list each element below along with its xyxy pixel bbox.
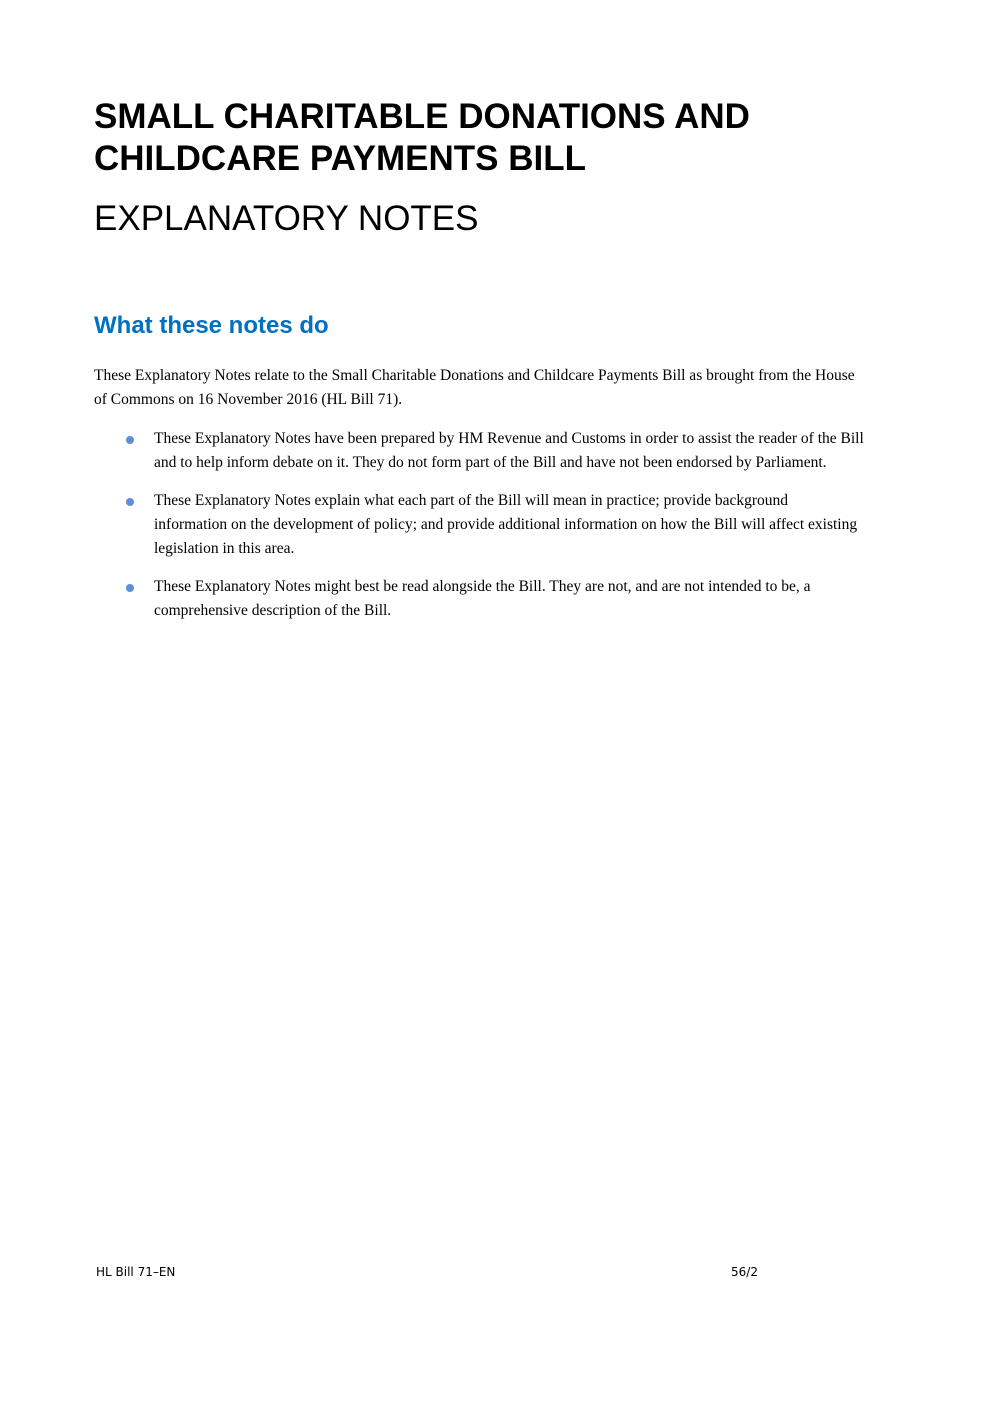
- bullet-icon: [126, 436, 134, 444]
- section-heading: What these notes do: [94, 312, 329, 339]
- document-title: SMALL CHARITABLE DONATIONS AND CHILDCARE PAYMENTS BILL: [94, 97, 750, 178]
- footer-page-code: 56/2: [731, 1265, 758, 1279]
- bullet-text: These Explanatory Notes have been prepared by HM Revenue and Customs in order to assist the reader of the Bill and to help inform debate on it. They do not form part of the Bill and have not been endorsed by Parliament.: [154, 430, 864, 471]
- bullet-icon: [126, 498, 134, 506]
- list-item: [94, 575, 864, 623]
- bullet-list: [94, 427, 874, 637]
- bullet-text: These Explanatory Notes explain what each part of the Bill will mean in practice; provide background information on the development of policy; and provide additional information on how the Bill will affect existing legislation in this area.: [154, 492, 858, 557]
- intro-paragraph: These Explanatory Notes relate to the Small Charitable Donations and Childcare Payments Bill as brought from the House of Commons on 16 November 2016 (HL Bill 71).: [94, 367, 855, 408]
- list-item: [94, 427, 864, 475]
- list-item: [94, 489, 864, 561]
- bullet-text: These Explanatory Notes might best be read alongside the Bill. They are not, and are not intended to be, a comprehensive description of the Bill.: [154, 578, 811, 619]
- footer-bill-reference: HL Bill 71–EN: [96, 1265, 176, 1279]
- bullet-icon: [126, 584, 134, 592]
- document-subtitle: EXPLANATORY NOTES: [94, 199, 479, 238]
